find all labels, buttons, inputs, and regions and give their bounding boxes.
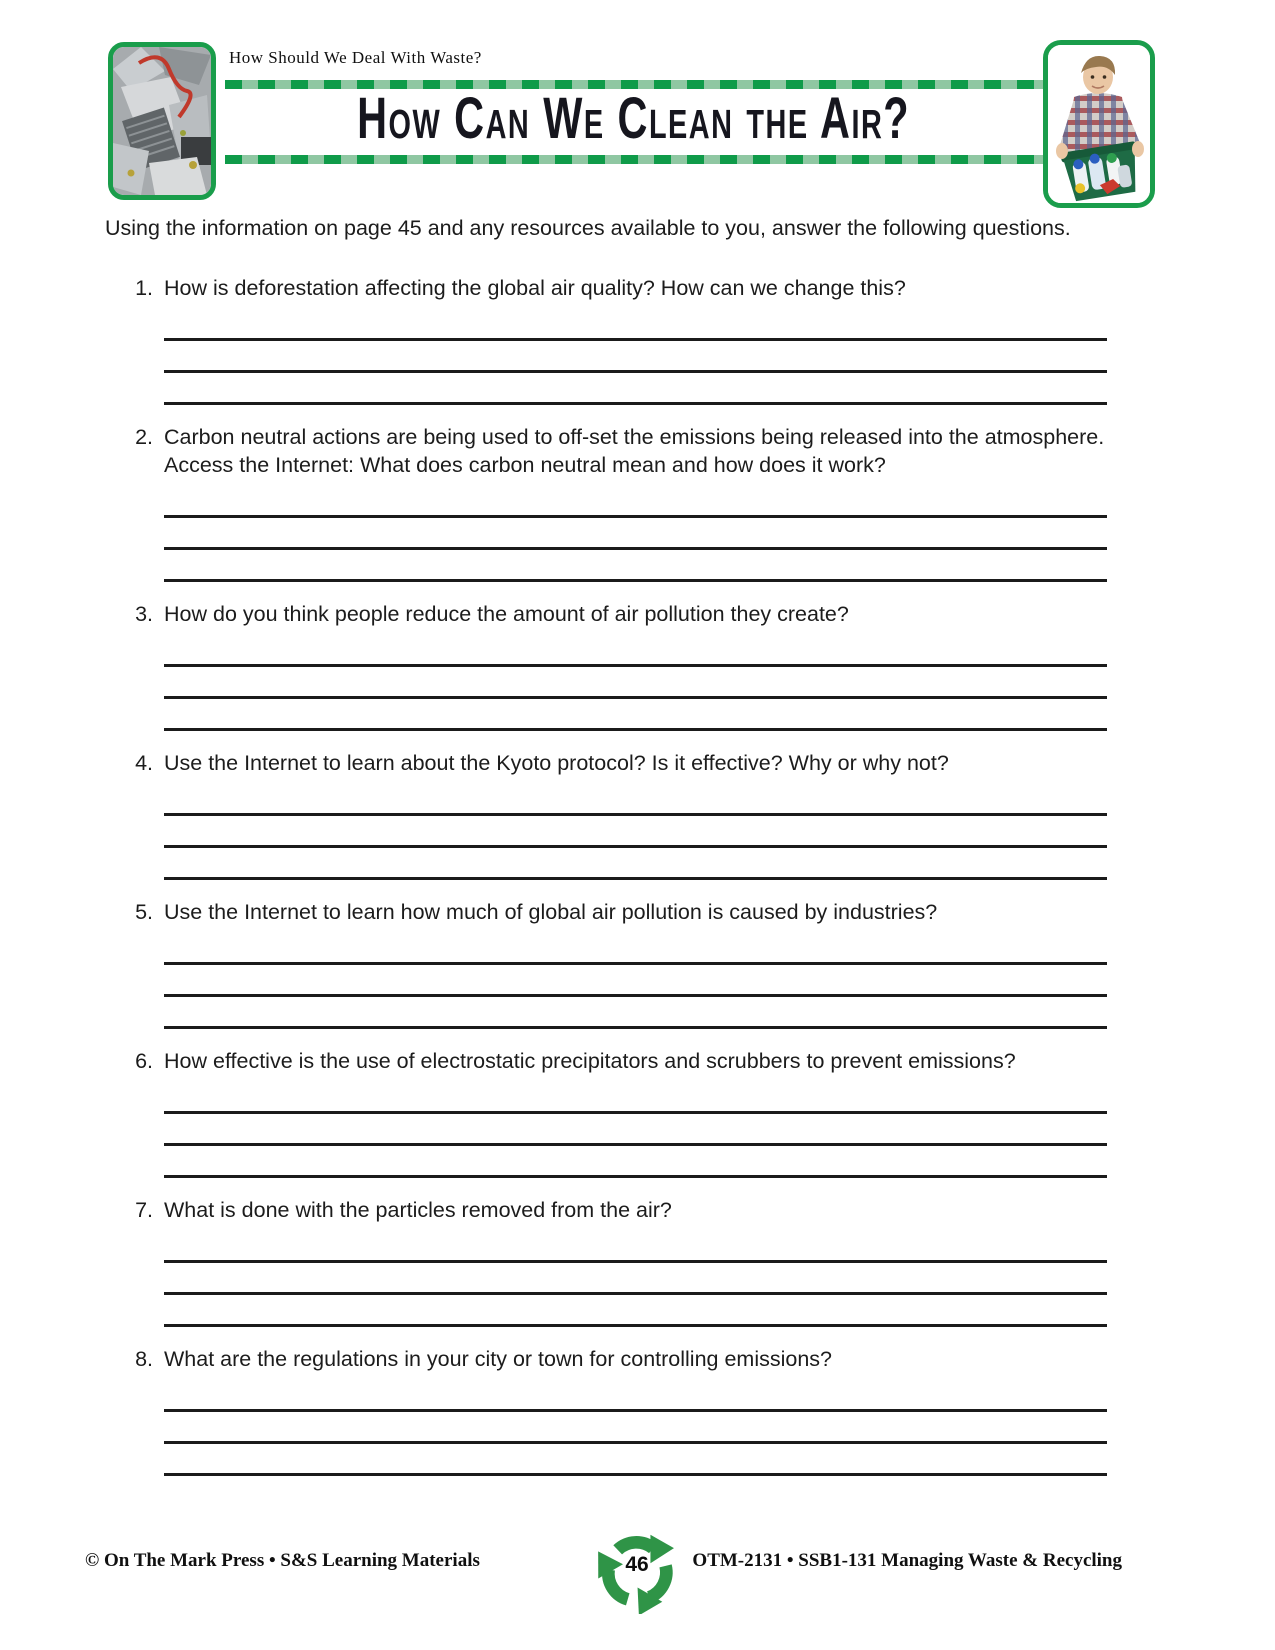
footer-product-code: OTM-2131 • SSB1-131 Managing Waste & Recycling [692,1550,1122,1571]
question-text: Carbon neutral actions are being used to off-set the emissions being released into the atmosphere. Access the Internet: What does carbon neutral mean and how does it work? [164,425,1105,477]
question-number: 1. [135,276,153,300]
answer-lines-7 [164,1224,1105,1327]
answer-line[interactable] [164,1075,1107,1114]
answer-line[interactable] [164,1295,1107,1327]
answer-line[interactable] [164,341,1107,373]
answer-line[interactable] [164,628,1107,667]
question-4 [105,749,1105,777]
series-title: How Should We Deal With Waste? [229,48,482,67]
answer-lines-6 [164,1075,1105,1178]
answer-line[interactable] [164,1412,1107,1444]
question-1 [105,274,1105,302]
answer-line[interactable] [164,1114,1107,1146]
question-text: What are the regulations in your city or town for controlling emissions? [164,1347,833,1371]
answer-line[interactable] [164,1224,1107,1263]
question-2 [105,423,1105,479]
answer-line[interactable] [164,302,1107,341]
question-text: What is done with the particles removed from the air? [164,1198,672,1222]
answer-lines-5 [164,926,1105,1029]
scrap-metal-illustration [113,47,211,195]
question-text: How do you think people reduce the amount of air pollution they create? [164,602,849,626]
question-8 [105,1345,1105,1373]
boy-recycling-illustration [1048,45,1150,203]
question-text: Use the Internet to learn how much of global air pollution is caused by industries? [164,900,938,924]
question-3 [105,600,1105,628]
answer-line[interactable] [164,965,1107,997]
answer-line[interactable] [164,550,1107,582]
answer-line[interactable] [164,1373,1107,1412]
question-number: 6. [135,1049,153,1073]
scrap-metal-photo [108,42,216,200]
answer-line[interactable] [164,1444,1107,1476]
question-number: 3. [135,602,153,626]
question-number: 8. [135,1347,153,1371]
question-number: 2. [135,425,153,449]
question-number: 4. [135,751,153,775]
dashed-rule-bottom [225,155,1043,164]
answer-line[interactable] [164,667,1107,699]
question-6 [105,1047,1105,1075]
answer-lines-8 [164,1373,1105,1476]
question-text: How effective is the use of electrostatic precipitators and scrubbers to prevent emissions? [164,1049,1016,1073]
answer-lines-2 [164,479,1105,582]
question-5 [105,898,1105,926]
answer-lines-4 [164,777,1105,880]
answer-line[interactable] [164,1146,1107,1178]
answer-lines-1 [164,302,1105,405]
answer-line[interactable] [164,373,1107,405]
intro-text: Using the information on page 45 and any resources available to you, answer the following questions. [105,216,1071,240]
answer-line[interactable] [164,518,1107,550]
question-number: 5. [135,900,153,924]
answer-line[interactable] [164,848,1107,880]
answer-line[interactable] [164,699,1107,731]
answer-line[interactable] [164,926,1107,965]
answer-line[interactable] [164,777,1107,816]
answer-line[interactable] [164,997,1107,1029]
question-text: How is deforestation affecting the global air quality? How can we change this? [164,276,906,300]
answer-line[interactable] [164,816,1107,848]
footer-publisher: © On The Mark Press • S&S Learning Materials [85,1550,480,1571]
boy-recycling-photo [1043,40,1155,208]
question-7 [105,1196,1105,1224]
answer-line[interactable] [164,479,1107,518]
worksheet-body [105,213,1105,1494]
question-number: 7. [135,1198,153,1222]
page-title-text: How Can We Clean the Air? [357,84,911,151]
page-number: 46 [625,1553,649,1576]
answer-lines-3 [164,628,1105,731]
answer-line[interactable] [164,1263,1107,1295]
recycle-page-badge [595,1526,679,1614]
page-title [225,84,1043,151]
question-text: Use the Internet to learn about the Kyoto protocol? Is it effective? Why or why not? [164,751,949,775]
